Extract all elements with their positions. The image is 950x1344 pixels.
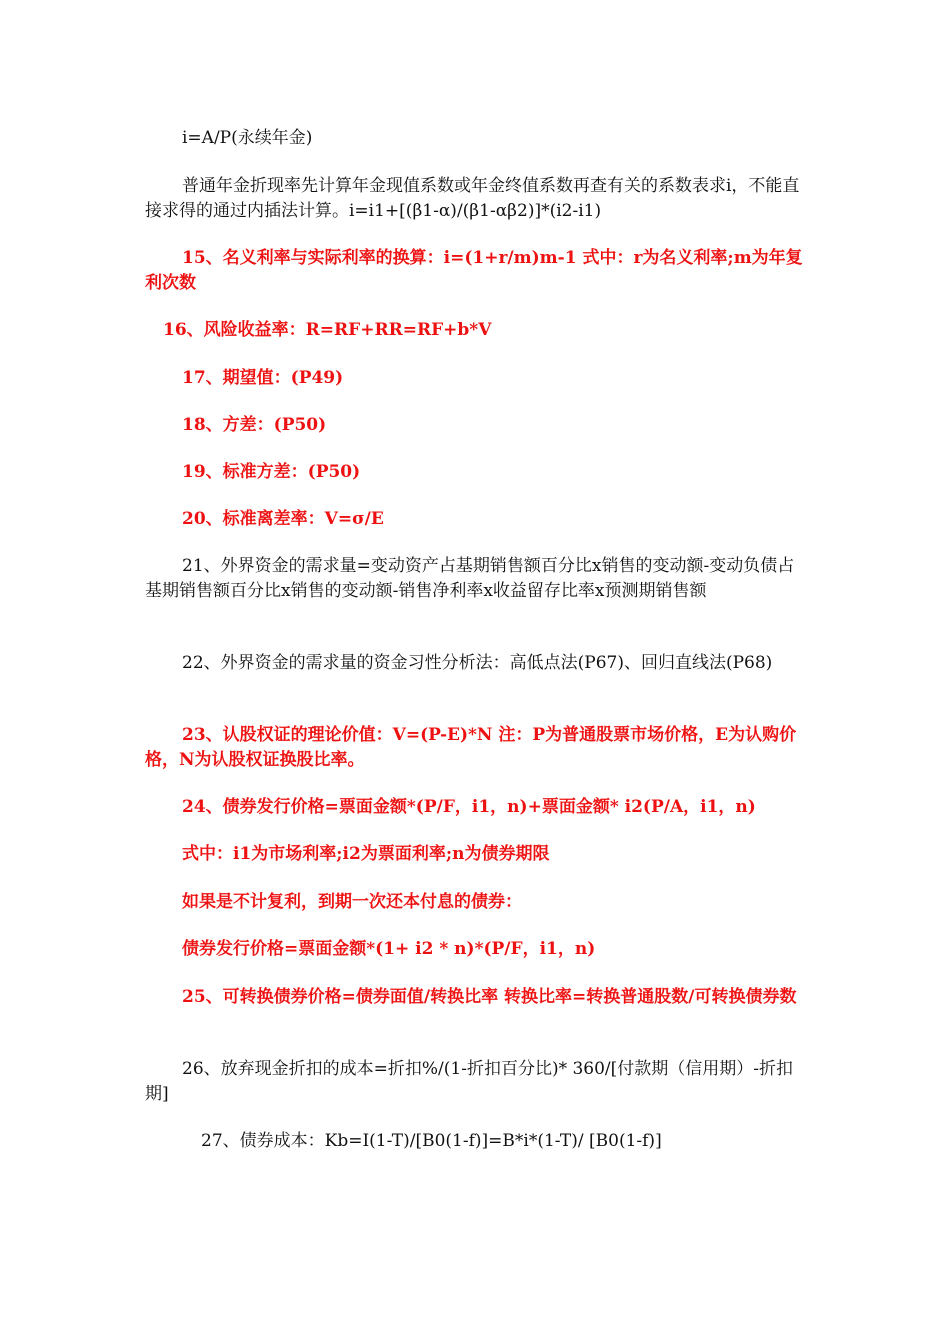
paragraph-interpolation-method: 普通年金折现率先计算年金现值系数或年金终值系数再查有关的系数表求i，不能直接求得的通过内插法计算。i=i1+[(β1-α)/(β1-αβ2)]*(i2-i1) xyxy=(145,176,800,221)
paragraph-perpetuity-rate: i=A/P(永续年金) xyxy=(182,128,313,148)
paragraph-item-27-bond-cost: 27、债券成本：Kb=I(1-T)/[B0(1-f)]=B*i*(1-T)/ [B0(1-f)] xyxy=(201,1131,662,1151)
paragraph-item-21-external-funds: 21、外界资金的需求量=变动资产占基期销售额百分比x销售的变动额-变动负债占基期销售额百分比x销售的变动额-销售净利率x收益留存比率x预测期销售额 xyxy=(145,556,795,601)
paragraph-item-24-bond-price: 24、债券发行价格=票面金额*(P/F，i1，n)+票面金额* i2(P/A，i1，n) xyxy=(182,797,756,817)
paragraph-simple-interest-bond-price: 债券发行价格=票面金额*(1+ i2 * n)*(P/F，i1，n) xyxy=(182,939,596,959)
paragraph-item-26-discount-cost: 26、放弃现金折扣的成本=折扣%/(1-折扣百分比)* 360/[付款期（信用期）-折扣期] xyxy=(145,1059,794,1104)
paragraph-item-18-variance: 18、方差：(P50) xyxy=(182,415,327,435)
paragraph-simple-interest-bond: 如果是不计复利，到期一次还本付息的债券： xyxy=(182,892,522,912)
paragraph-item-15-nominal-real-rate: 15、名义利率与实际利率的换算：i=(1+r/m)m-1 式中：r为名义利率;m为年复利次数 xyxy=(145,248,803,293)
paragraph-item-19-std-deviation: 19、标准方差：(P50) xyxy=(182,462,361,482)
paragraph-item-25-convertible-bond: 25、可转换债券价格=债券面值/转换比率 转换比率=转换普通股数/可转换债券数 xyxy=(182,987,797,1007)
paragraph-item-22-fund-behavior: 22、外界资金的需求量的资金习性分析法：高低点法(P67)、回归直线法(P68) xyxy=(182,653,773,673)
paragraph-item-23-warrant-value: 23、认股权证的理论价值：V=(P-E)*N 注：P为普通股票市场价格，E为认购价格，N为认股权证换股比率。 xyxy=(145,725,797,770)
paragraph-item-20-coefficient-variation: 20、标准离差率：V=σ/E xyxy=(182,509,384,529)
paragraph-item-17-expected-value: 17、期望值：(P49) xyxy=(182,368,344,388)
paragraph-item-16-risk-return: 16、风险收益率：R=RF+RR=RF+b*V xyxy=(163,320,492,340)
paragraph-bond-formula-legend: 式中：i1为市场利率;i2为票面利率;n为债券期限 xyxy=(182,844,550,864)
